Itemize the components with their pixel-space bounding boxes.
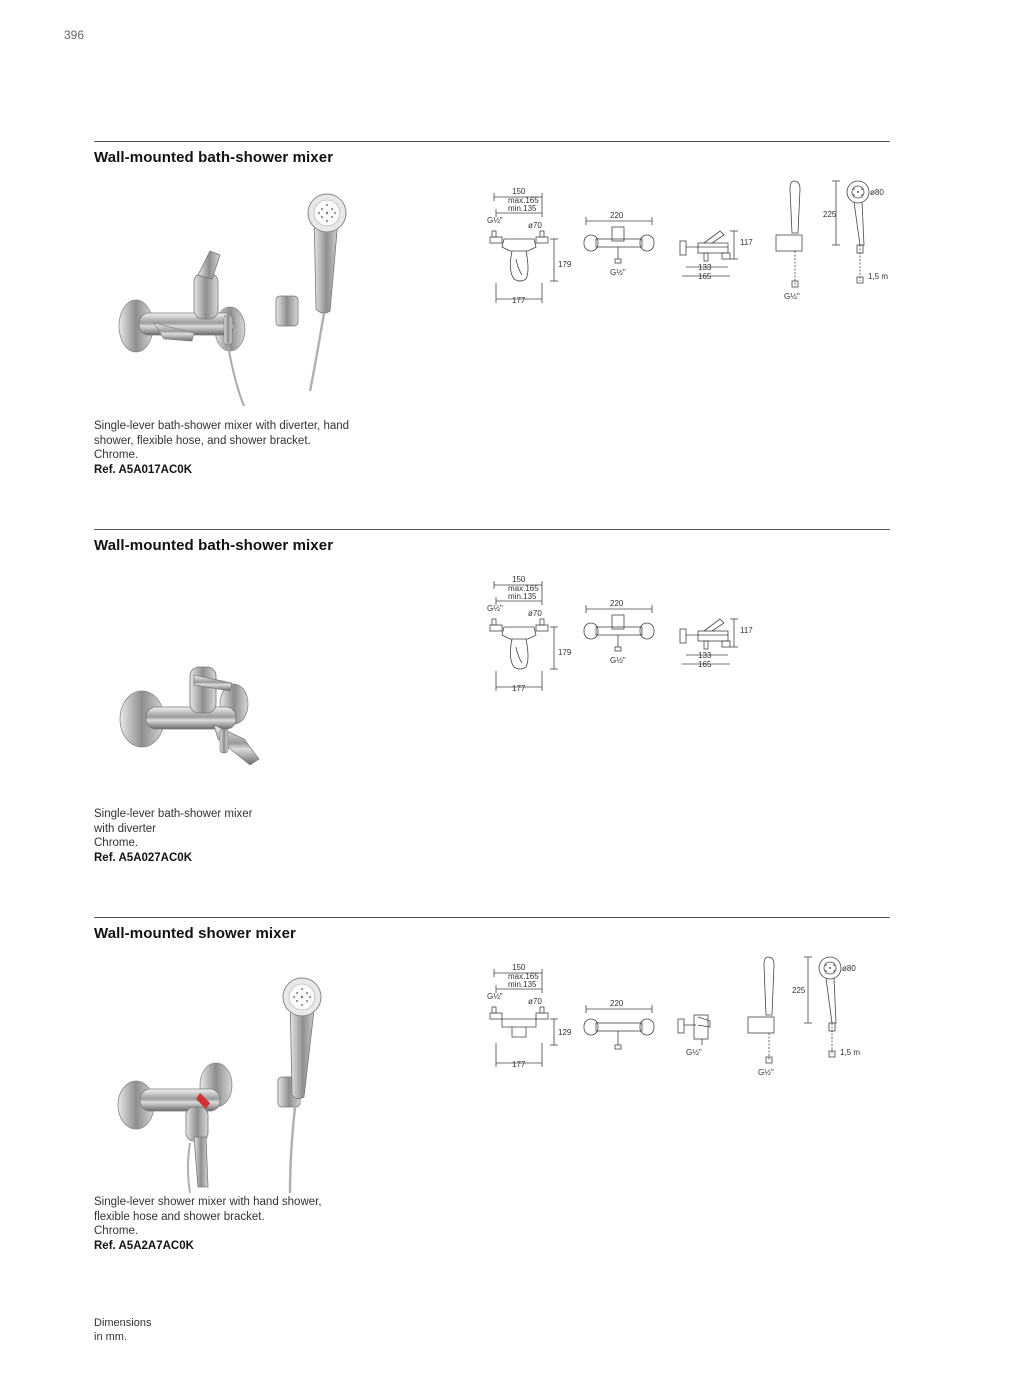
technical-drawing-hand-shower <box>792 955 868 1065</box>
technical-drawing-top <box>582 1001 662 1061</box>
description-line: flexible hose and shower bracket. <box>94 1210 265 1223</box>
dimension-label: 133 <box>698 263 712 272</box>
product-photo-shower-mixer <box>94 967 394 1197</box>
dimension-label: 165 <box>698 660 712 669</box>
dimension-label: 220 <box>610 211 624 220</box>
technical-drawing-side <box>676 1011 726 1061</box>
dimension-label: ø80 <box>842 964 856 973</box>
description-line: Chrome. <box>94 837 139 849</box>
technical-drawing-hand-shower <box>824 179 894 289</box>
dimension-label: max.165 <box>508 972 539 981</box>
technical-drawing-front <box>484 567 574 702</box>
section-title: Wall-mounted bath-shower mixer <box>94 149 334 166</box>
dimension-label: ø70 <box>528 221 542 230</box>
product-description <box>94 419 384 477</box>
dimension-label: 150 <box>512 187 526 196</box>
technical-drawing-top <box>582 213 662 283</box>
dimension-label: G½" <box>610 268 626 277</box>
dimension-label: max.165 <box>508 584 539 593</box>
description-line: Chrome. <box>94 1225 139 1237</box>
footer-line: Dimensions <box>94 1317 152 1329</box>
technical-drawing-side <box>674 609 764 679</box>
dimension-label: G½" <box>686 1048 702 1057</box>
section-divider <box>94 141 890 142</box>
footer-line: in mm. <box>94 1331 127 1343</box>
dimension-label: G½" <box>487 992 503 1001</box>
dimension-label: G½" <box>610 656 626 665</box>
technical-drawing-front <box>484 179 574 314</box>
technical-drawing-shower-bracket <box>770 179 810 304</box>
dimension-label: 179 <box>558 648 572 657</box>
technical-drawing-shower-bracket <box>744 955 784 1080</box>
dimension-label: ø70 <box>528 609 542 618</box>
dimension-label: 150 <box>512 963 526 972</box>
page-number: 396 <box>64 28 85 42</box>
dimension-label: 150 <box>512 575 526 584</box>
dimension-label: 117 <box>740 626 753 635</box>
dimension-label: 129 <box>558 1028 572 1037</box>
product-description <box>94 1195 384 1253</box>
dimension-label: 1,5 m <box>840 1048 861 1057</box>
dimension-label: min.135 <box>508 204 537 213</box>
dimension-label: 177 <box>512 684 526 693</box>
description-line: Chrome. <box>94 449 139 461</box>
description-line: Single-lever bath-shower mixer with diverter, hand <box>94 420 350 432</box>
product-photo-bath-shower-mixer <box>94 191 394 421</box>
product-section-3 <box>94 917 890 1305</box>
section-divider <box>94 529 890 530</box>
product-section-1 <box>94 141 890 529</box>
dimension-label: 177 <box>512 296 526 305</box>
footer-note <box>94 1316 151 1344</box>
description-line: shower, flexible hose, and shower bracket. <box>94 434 311 447</box>
dimension-label: 220 <box>610 999 624 1008</box>
dimension-label: min.135 <box>508 592 537 601</box>
product-photo-bath-shower-mixer <box>94 579 394 809</box>
dimension-label: 225 <box>823 210 837 219</box>
dimension-label: G½" <box>487 604 503 613</box>
description-line: with diverter <box>94 822 156 835</box>
dimension-label: 165 <box>698 272 712 281</box>
description-line: Single-lever shower mixer with hand shower, <box>94 1196 322 1208</box>
section-title: Wall-mounted bath-shower mixer <box>94 537 334 554</box>
product-section-2 <box>94 529 890 917</box>
product-reference: Ref. A5A2A7AC0K <box>94 1239 194 1252</box>
dimension-label: max.165 <box>508 196 539 205</box>
dimension-label: 225 <box>792 986 806 995</box>
dimension-label: ø80 <box>870 188 884 197</box>
product-reference: Ref. A5A017AC0K <box>94 463 192 476</box>
technical-drawing-side <box>674 221 764 291</box>
dimension-label: 133 <box>698 651 712 660</box>
description-line: Single-lever bath-shower mixer <box>94 808 253 820</box>
product-reference: Ref. A5A027AC0K <box>94 851 192 864</box>
dimension-label: 220 <box>610 599 624 608</box>
technical-drawing-front <box>484 955 574 1090</box>
dimension-label: 117 <box>740 238 753 247</box>
dimension-label: 179 <box>558 260 572 269</box>
dimension-label: G½" <box>487 216 503 225</box>
section-divider <box>94 917 890 918</box>
dimension-label: ø70 <box>528 997 542 1006</box>
dimension-label: 1,5 m <box>868 272 889 281</box>
product-description <box>94 807 384 865</box>
dimension-label: G½" <box>758 1068 774 1077</box>
dimension-label: min.135 <box>508 980 537 989</box>
dimension-label: 177 <box>512 1060 526 1069</box>
section-title: Wall-mounted shower mixer <box>94 925 296 942</box>
dimension-label: G½" <box>784 292 800 301</box>
technical-drawing-top <box>582 601 662 671</box>
